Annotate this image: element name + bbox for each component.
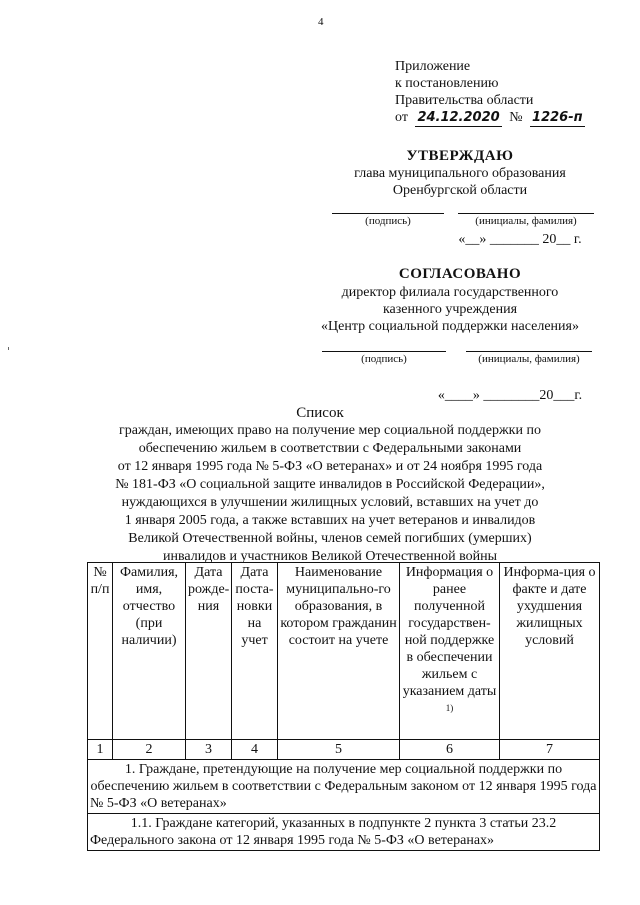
page-number: 4 [318, 16, 324, 28]
margin-mark [8, 347, 9, 350]
column-number: 3 [186, 740, 232, 760]
agreed-line-1: директор филиала государственного [341, 285, 559, 300]
approve-signature-label: (подпись) [365, 215, 411, 227]
table-header-row [88, 563, 600, 740]
header-cell-prior-support [400, 563, 500, 740]
number-prefix: № [509, 110, 523, 125]
handwritten-number: 1226-п [532, 110, 583, 125]
agreed-date-line: «____» ________20___г. [437, 388, 583, 403]
list-title: Список [296, 405, 344, 421]
column-number: 2 [113, 740, 186, 760]
agreed-name-label: (инициалы, фамилия) [478, 353, 580, 365]
citizens-table [87, 562, 600, 851]
column-number: 4 [232, 740, 278, 760]
footnote-marker: 1) [445, 703, 454, 713]
agreed-heading: СОГЛАСОВАНО [398, 266, 522, 282]
description-line: инвалидов и участников Великой Отечественной войны [163, 549, 497, 564]
agreed-line-3: «Центр социальной поддержки населения» [321, 319, 579, 334]
description-line: Великой Отечественной войны, членов семей погибших (умерших) [128, 531, 532, 546]
agreed-name-line [466, 351, 592, 352]
column-number: 1 [88, 740, 113, 760]
appendix-line-3: Правительства области [395, 93, 534, 108]
description-line: граждан, имеющих право на получение мер социальной поддержки по [119, 423, 541, 438]
header-cell-worsening: Информа-ция о факте и дате ухудшения жилищных условий [500, 563, 600, 740]
column-number: 6 [400, 740, 500, 760]
handwritten-date: 24.12.2020 [417, 110, 500, 125]
header-cell-number: № п/п [88, 563, 113, 740]
description-line: нуждающихся в улучшении жилищных условий, вставших на учет до [121, 495, 539, 510]
date-prefix: от [395, 110, 408, 125]
approve-name-line [458, 213, 594, 214]
approve-line-1: глава муниципального образования [354, 166, 566, 181]
prior-support-text: Информация о ранее полученной государствен-ной поддержке в обеспечении жильем с указанием даты [402, 565, 497, 699]
agreed-signature-label: (подпись) [361, 353, 407, 365]
description-line: 1 января 2005 года, а также вставших на учет ветеранов и инвалидов [124, 513, 536, 528]
approve-date-line: «__» _______ 20__ г. [458, 232, 582, 247]
header-cell-registration-date: Дата поста-новки на учет [232, 563, 278, 740]
appendix-date-line [395, 109, 589, 127]
appendix-line-1: Приложение [395, 59, 471, 74]
description-line: № 181-ФЗ «О социальной защите инвалидов в Российской Федерации», [115, 477, 545, 492]
description-line: от 12 января 1995 года № 5-ФЗ «О ветеранах» и от 24 ноября 1995 года [117, 459, 543, 474]
column-number: 7 [500, 740, 600, 760]
approve-signature-line [332, 213, 444, 214]
description-line: обеспечению жильем в соответствии с Федеральными законами [138, 441, 522, 456]
column-number-row [88, 740, 600, 760]
approve-name-label: (инициалы, фамилия) [475, 215, 577, 227]
header-cell-name: Фамилия, имя, отчество (при наличии) [113, 563, 186, 740]
section-1-text: 1. Граждане, претендующие на получение мер социальной поддержки по обеспечению жильем в соответствии с Федеральным законом от 12 января 1995 года № 5-ФЗ «О ветеранах» [88, 760, 600, 814]
header-cell-birth-date: Дата рожде-ния [186, 563, 232, 740]
list-description [80, 422, 580, 566]
header-cell-municipality: Наименование муниципально-го образования, в котором гражданин состоит на учете [278, 563, 400, 740]
section-row [88, 760, 600, 814]
column-number: 5 [278, 740, 400, 760]
subsection-row [88, 814, 600, 851]
appendix-line-2: к постановлению [395, 76, 499, 91]
approve-line-2: Оренбургской области [392, 183, 528, 198]
section-1-1-text: 1.1. Граждане категорий, указанных в подпункте 2 пункта 3 статьи 23.2 Федерального закона от 12 января 1995 года № 5-ФЗ «О ветеранах» [88, 814, 600, 851]
agreed-signature-line [322, 351, 446, 352]
agreed-line-2: казенного учреждения [382, 302, 518, 317]
approve-heading: УТВЕРЖДАЮ [406, 148, 514, 164]
appendix-block [395, 58, 589, 127]
